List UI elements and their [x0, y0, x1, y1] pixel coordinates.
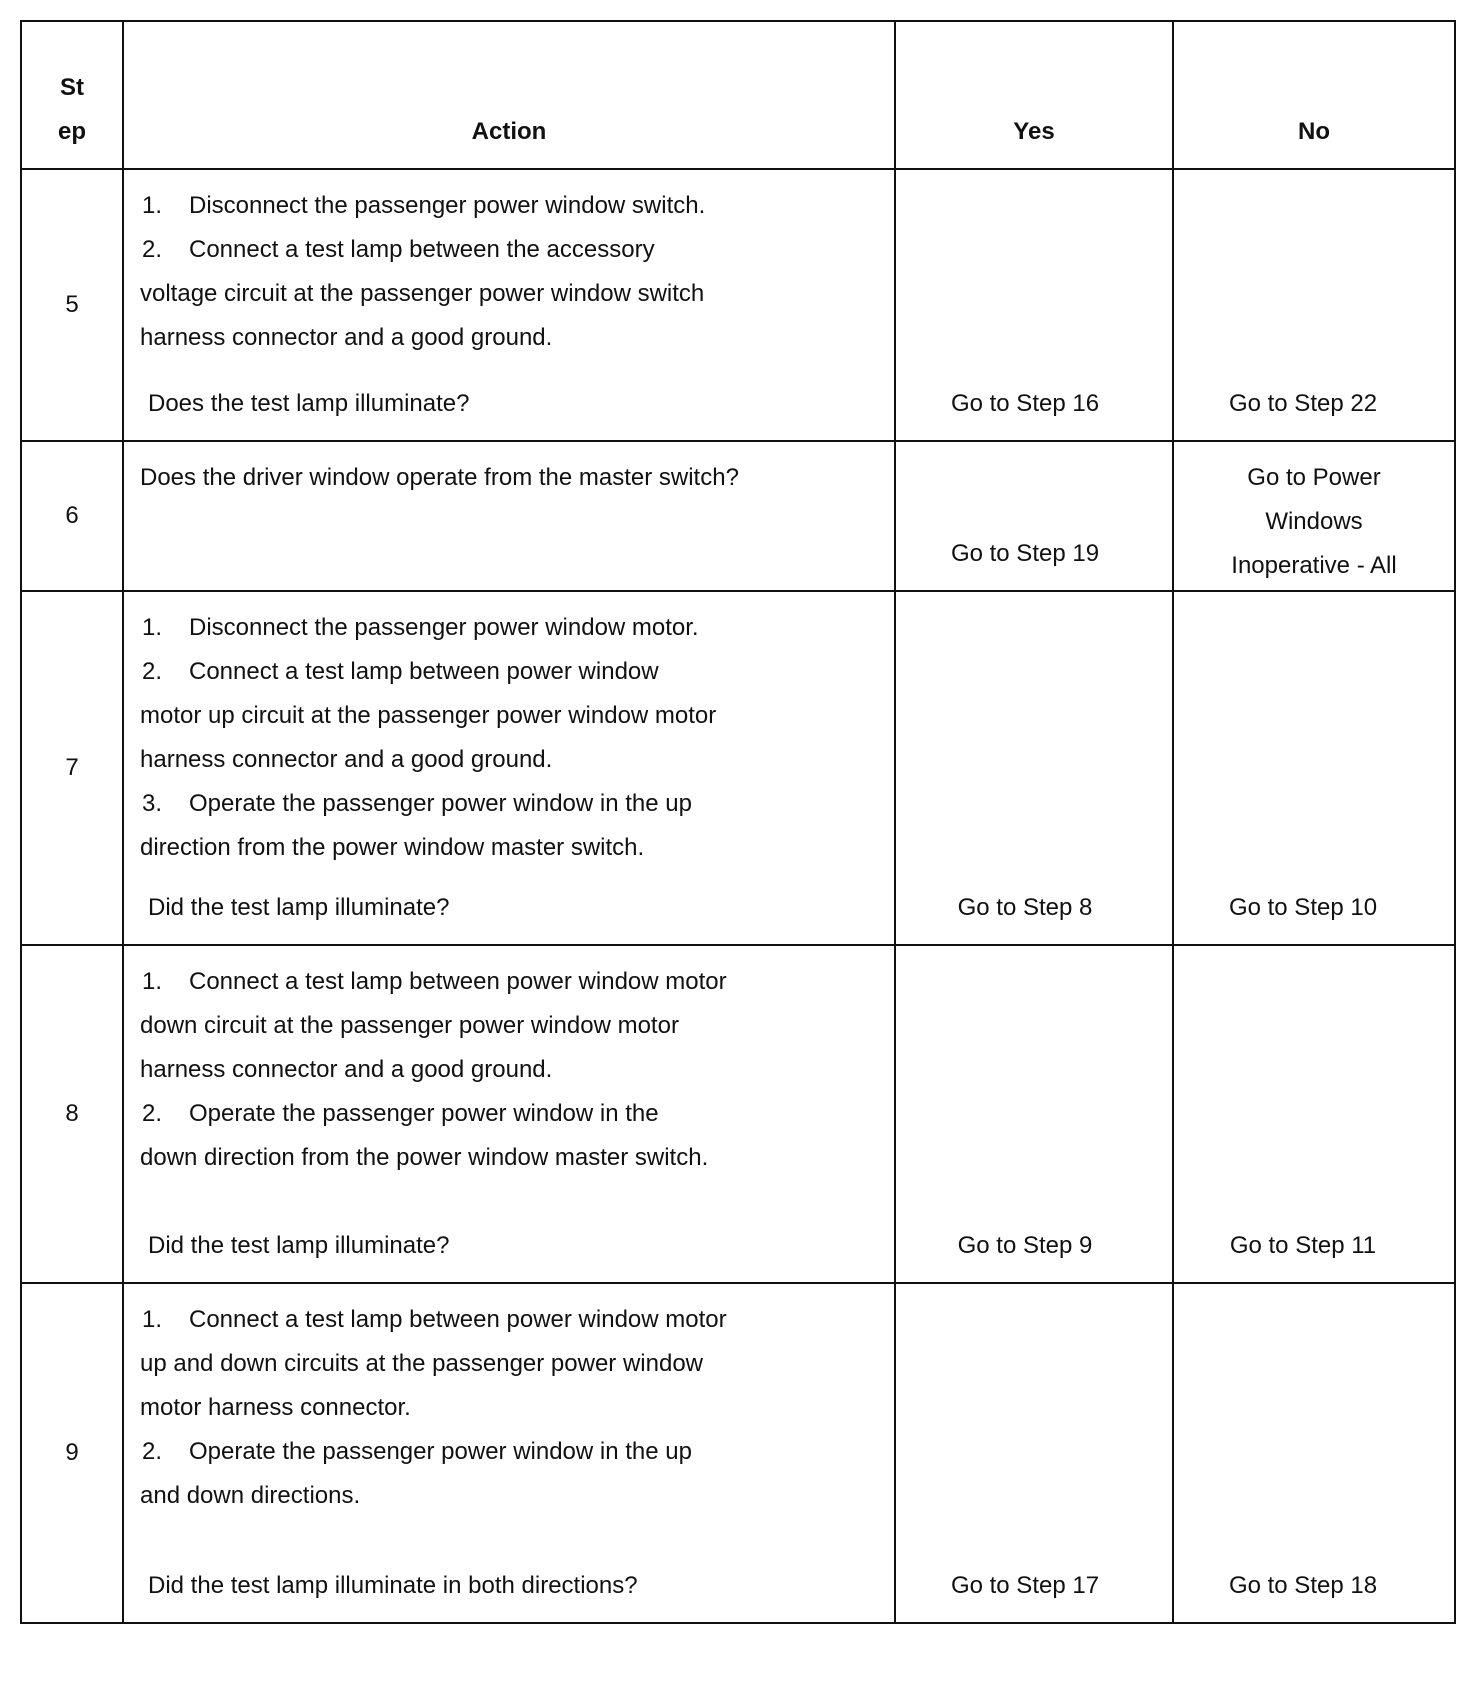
action-line: 2. Operate the passenger power window in the — [142, 1100, 659, 1127]
action-line: 2. Operate the passenger power window in the up — [142, 1438, 692, 1465]
action-question: Did the test lamp illuminate? — [148, 894, 450, 921]
action-line: 1. Connect a test lamp between power window motor — [142, 968, 727, 995]
action-line: harness connector and a good ground. — [140, 324, 553, 351]
table-row — [21, 945, 1455, 1283]
no-cell — [1173, 1283, 1455, 1623]
yes-result: Go to Step 9 — [957, 1232, 1093, 1259]
action-line: motor up circuit at the passenger power window motor — [140, 702, 717, 729]
no-cell — [1173, 441, 1455, 591]
step-number: 6 — [21, 441, 123, 591]
action-cell — [123, 1283, 895, 1623]
header-step-line1: St — [60, 74, 84, 101]
yes-cell — [895, 441, 1173, 591]
action-line: motor harness connector. — [140, 1394, 411, 1421]
header-action: Action — [123, 21, 895, 169]
action-line: 1. Connect a test lamp between power window motor — [142, 1306, 727, 1333]
action-line: down direction from the power window master switch. — [140, 1144, 709, 1171]
step-number: 8 — [21, 945, 123, 1283]
table-row — [21, 1283, 1455, 1623]
action-line: direction from the power window master switch. — [140, 834, 645, 861]
action-line: Does the driver window operate from the master switch? — [140, 464, 739, 491]
diagnostic-table — [20, 20, 1456, 1624]
header-yes: Yes — [895, 21, 1173, 169]
step-number: 9 — [21, 1283, 123, 1623]
no-result: Go to Step 10 — [1228, 894, 1378, 921]
yes-result: Go to Step 19 — [950, 540, 1100, 567]
action-line: up and down circuits at the passenger power window — [140, 1350, 703, 1377]
action-cell — [123, 169, 895, 441]
action-line: down circuit at the passenger power window motor — [140, 1012, 679, 1039]
action-line: 1. Disconnect the passenger power window motor. — [142, 614, 699, 641]
step-number: 7 — [21, 591, 123, 945]
yes-result: Go to Step 16 — [950, 390, 1100, 417]
yes-cell — [895, 591, 1173, 945]
no-result: Go to Power Windows Inoperative - All — [1231, 464, 1397, 579]
action-line: 2. Connect a test lamp between power window — [142, 658, 659, 685]
table-row — [21, 169, 1455, 441]
header-step — [21, 21, 123, 169]
yes-result: Go to Step 8 — [957, 894, 1093, 921]
no-cell — [1173, 591, 1455, 945]
action-line: 3. Operate the passenger power window in the up — [142, 790, 692, 817]
no-cell — [1173, 169, 1455, 441]
table-row — [21, 441, 1455, 591]
header-no: No — [1173, 21, 1455, 169]
table-header-row — [21, 21, 1455, 169]
no-cell — [1173, 945, 1455, 1283]
yes-cell — [895, 1283, 1173, 1623]
yes-cell — [895, 945, 1173, 1283]
action-line: voltage circuit at the passenger power window switch — [140, 280, 705, 307]
action-line: 2. Connect a test lamp between the accessory — [142, 236, 655, 263]
action-question: Did the test lamp illuminate in both directions? — [148, 1572, 638, 1599]
action-line: harness connector and a good ground. — [140, 1056, 553, 1083]
yes-result: Go to Step 17 — [950, 1572, 1100, 1599]
yes-cell — [895, 169, 1173, 441]
action-line: harness connector and a good ground. — [140, 746, 553, 773]
no-result: Go to Step 11 — [1229, 1232, 1377, 1259]
action-cell — [123, 591, 895, 945]
no-result: Go to Step 18 — [1228, 1572, 1378, 1599]
action-line: and down directions. — [140, 1482, 361, 1509]
action-cell — [123, 441, 895, 591]
action-line: 1. Disconnect the passenger power window switch. — [142, 192, 706, 219]
action-question: Does the test lamp illuminate? — [148, 390, 470, 417]
no-result: Go to Step 22 — [1228, 390, 1378, 417]
table-row — [21, 591, 1455, 945]
action-question: Did the test lamp illuminate? — [148, 1232, 450, 1259]
step-number: 5 — [21, 169, 123, 441]
header-step-line2: ep — [57, 118, 86, 145]
action-cell — [123, 945, 895, 1283]
